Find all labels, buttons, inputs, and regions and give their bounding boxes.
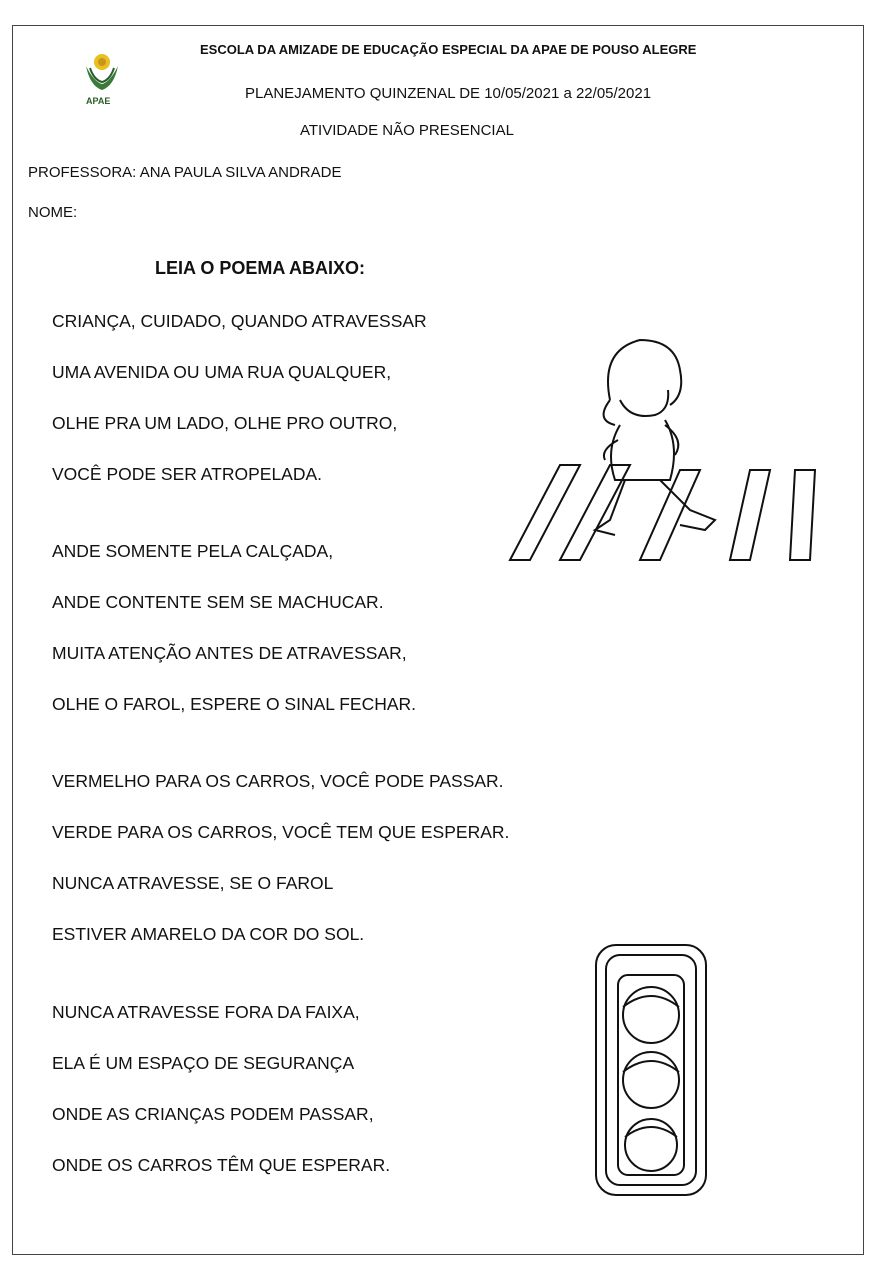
school-name: ESCOLA DA AMIZADE DE EDUCAÇÃO ESPECIAL DA APAE DE POUSO ALEGRE bbox=[200, 42, 697, 57]
poem-line: ANDE SOMENTE PELA CALÇADA, bbox=[52, 541, 334, 561]
poem-line: OLHE PRA UM LADO, OLHE PRO OUTRO, bbox=[52, 413, 398, 433]
poem-title: LEIA O POEMA ABAIXO: bbox=[155, 258, 366, 278]
teacher-line: PROFESSORA: ANA PAULA SILVA ANDRADE bbox=[28, 164, 342, 181]
poem-line: UMA AVENIDA OU UMA RUA QUALQUER, bbox=[52, 362, 392, 382]
girl-crossing-icon bbox=[500, 330, 830, 590]
poem-line: ONDE AS CRIANÇAS PODEM PASSAR, bbox=[52, 1104, 374, 1124]
poem-line: VOCÊ PODE SER ATROPELADA. bbox=[52, 464, 323, 484]
poem-line: ANDE CONTENTE SEM SE MACHUCAR. bbox=[52, 592, 384, 612]
poem-line: MUITA ATENÇÃO ANTES DE ATRAVESSAR, bbox=[52, 643, 407, 663]
poem-line: OLHE O FAROL, ESPERE O SINAL FECHAR. bbox=[52, 694, 417, 714]
poem-line: ONDE OS CARROS TÊM QUE ESPERAR. bbox=[52, 1155, 391, 1175]
poem-line: ELA É UM ESPAÇO DE SEGURANÇA bbox=[52, 1053, 355, 1073]
poem-line: VERDE PARA OS CARROS, VOCÊ TEM QUE ESPERAR. bbox=[52, 822, 510, 842]
poem-line: NUNCA ATRAVESSE FORA DA FAIXA, bbox=[52, 1002, 360, 1022]
traffic-light-icon bbox=[548, 905, 748, 1205]
logo-label: APAE bbox=[86, 96, 111, 106]
plan-period: PLANEJAMENTO QUINZENAL DE 10/05/2021 a 22/05/2021 bbox=[245, 85, 652, 102]
poem-line: VERMELHO PARA OS CARROS, VOCÊ PODE PASSAR. bbox=[52, 771, 504, 791]
student-name-line: NOME: bbox=[28, 204, 78, 221]
poem-line: CRIANÇA, CUIDADO, QUANDO ATRAVESSAR bbox=[52, 311, 427, 331]
activity-type: ATIVIDADE NÃO PRESENCIAL bbox=[300, 122, 514, 139]
poem-line: NUNCA ATRAVESSE, SE O FAROL bbox=[52, 873, 334, 893]
poem-line: ESTIVER AMARELO DA COR DO SOL. bbox=[52, 924, 365, 944]
